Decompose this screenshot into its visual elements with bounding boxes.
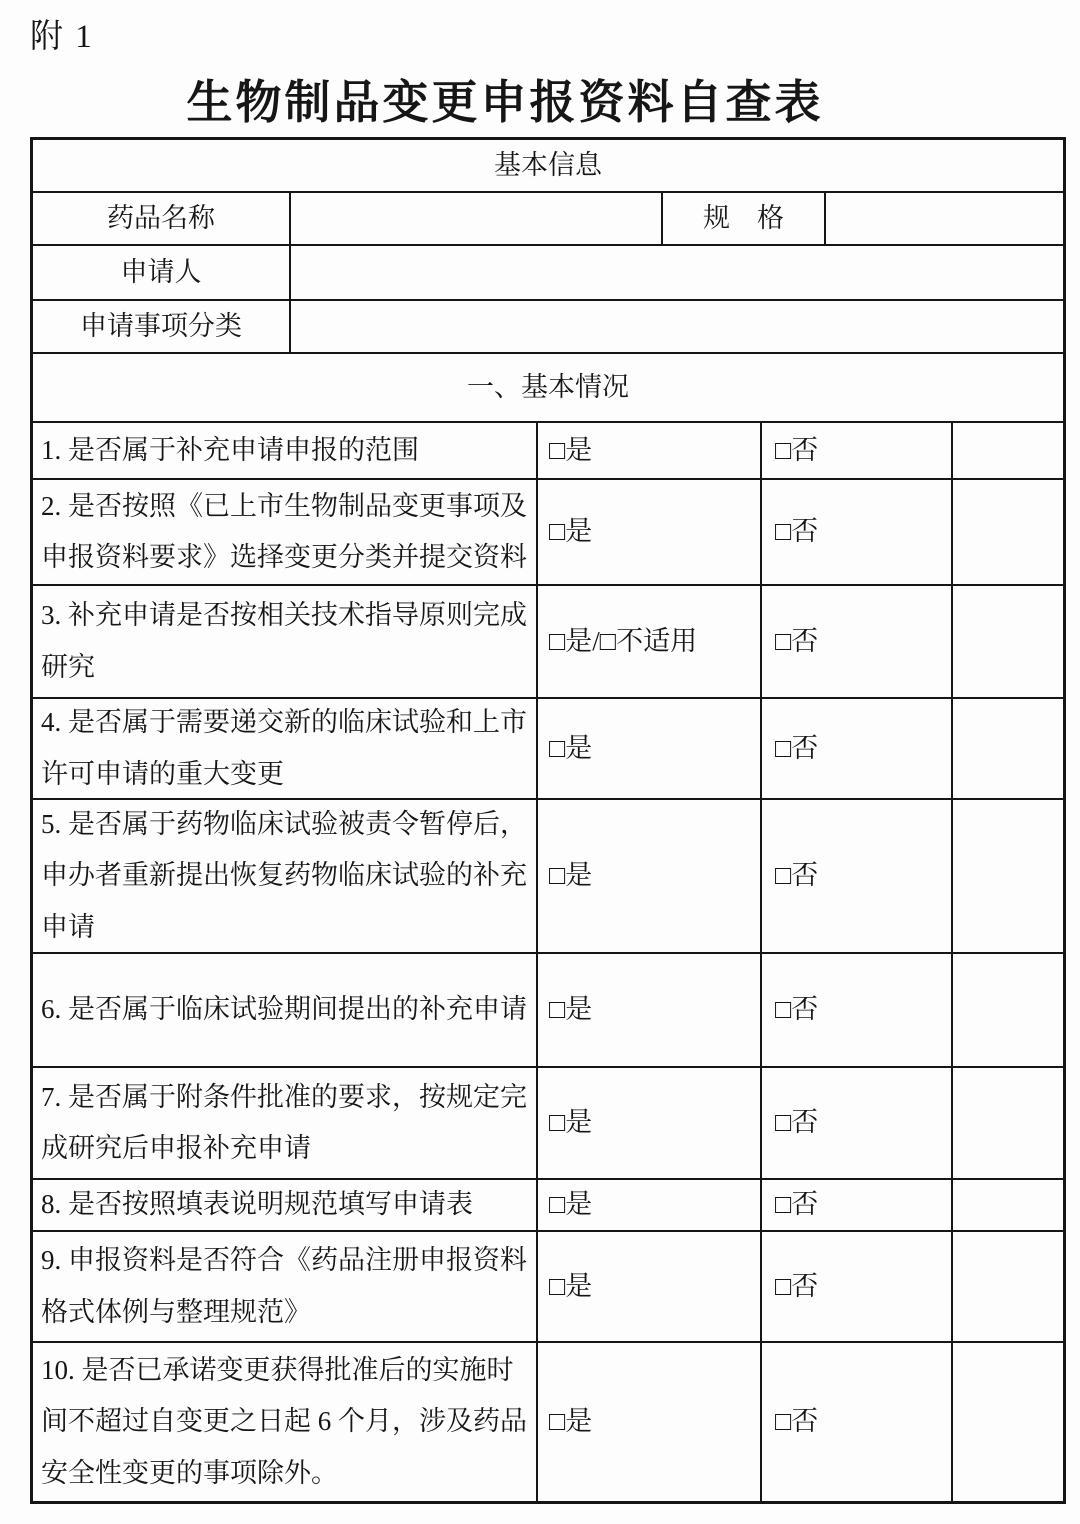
question-text: 5. 是否属于药物临床试验被责令暂停后，申办者重新提出恢复药物临床试验的补充申请 — [33, 800, 538, 952]
remark-cell[interactable] — [953, 1232, 1063, 1341]
basic-info-header-row — [33, 140, 1063, 193]
remark-cell[interactable] — [953, 586, 1063, 697]
remark-cell[interactable] — [953, 423, 1063, 478]
question-text: 7. 是否属于附条件批准的要求，按规定完成研究后申报补充申请 — [33, 1068, 538, 1178]
remark-cell[interactable] — [953, 480, 1063, 584]
no-option[interactable]: □否 — [762, 800, 953, 952]
question-row-1 — [33, 423, 1063, 480]
yes-option[interactable]: □是 — [538, 800, 762, 952]
spec-value[interactable] — [826, 193, 1063, 244]
question-text: 10. 是否已承诺变更获得批准后的实施时间不超过自变更之日起 6 个月，涉及药品安全性变更的事项除外。 — [33, 1343, 538, 1501]
question-row-4 — [33, 699, 1063, 800]
no-option[interactable]: □否 — [762, 423, 953, 478]
yes-option[interactable]: □是 — [538, 1068, 762, 1178]
question-text: 3. 补充申请是否按相关技术指导原则完成研究 — [33, 586, 538, 697]
remark-cell[interactable] — [953, 699, 1063, 798]
spec-label: 规 格 — [663, 193, 826, 244]
no-option[interactable]: □否 — [762, 1343, 953, 1501]
page-title: 生物制品变更申报资料自查表 — [186, 77, 824, 128]
yes-option[interactable]: □是 — [538, 1180, 762, 1230]
no-option[interactable]: □否 — [762, 480, 953, 584]
no-option[interactable]: □否 — [762, 954, 953, 1066]
no-option[interactable]: □否 — [762, 586, 953, 697]
remark-cell[interactable] — [953, 1068, 1063, 1178]
category-label: 申请事项分类 — [33, 301, 291, 352]
section-header-row — [33, 354, 1063, 423]
question-row-7 — [33, 1068, 1063, 1180]
yes-option[interactable]: □是 — [538, 1232, 762, 1341]
applicant-value[interactable] — [291, 246, 1063, 299]
remark-cell[interactable] — [953, 1180, 1063, 1230]
drug-spec-row — [33, 193, 1063, 246]
question-row-5 — [33, 800, 1063, 954]
remark-cell[interactable] — [953, 800, 1063, 952]
no-option[interactable]: □否 — [762, 699, 953, 798]
attachment-label: 附 1 — [30, 19, 94, 55]
question-text: 6. 是否属于临床试验期间提出的补充申请 — [33, 954, 538, 1066]
self-check-table — [30, 137, 1066, 1504]
yes-option[interactable]: □是 — [538, 1343, 762, 1501]
question-row-6 — [33, 954, 1063, 1068]
question-row-3 — [33, 586, 1063, 699]
no-option[interactable]: □否 — [762, 1068, 953, 1178]
question-text: 4. 是否属于需要递交新的临床试验和上市许可申请的重大变更 — [33, 699, 538, 798]
question-row-10 — [33, 1343, 1063, 1501]
question-text: 2. 是否按照《已上市生物制品变更事项及申报资料要求》选择变更分类并提交资料 — [33, 480, 538, 584]
question-text: 9. 申报资料是否符合《药品注册申报资料格式体例与整理规范》 — [33, 1232, 538, 1341]
drug-name-value[interactable] — [291, 193, 663, 244]
yes-option[interactable]: □是 — [538, 480, 762, 584]
category-value[interactable] — [291, 301, 1063, 352]
remark-cell[interactable] — [953, 954, 1063, 1066]
question-row-9 — [33, 1232, 1063, 1343]
no-option[interactable]: □否 — [762, 1180, 953, 1230]
question-text: 8. 是否按照填表说明规范填写申请表 — [33, 1180, 538, 1230]
applicant-label: 申请人 — [33, 246, 291, 299]
question-row-8 — [33, 1180, 1063, 1232]
basic-info-header: 基本信息 — [494, 149, 602, 180]
question-text: 1. 是否属于补充申请申报的范围 — [33, 423, 538, 478]
yes-option[interactable]: □是 — [538, 699, 762, 798]
category-row — [33, 301, 1063, 354]
yes-option[interactable]: □是 — [538, 954, 762, 1066]
section-header: 一、基本情况 — [467, 371, 629, 402]
drug-name-label: 药品名称 — [33, 193, 291, 244]
no-option[interactable]: □否 — [762, 1232, 953, 1341]
question-row-2 — [33, 480, 1063, 586]
yes-option[interactable]: □是 — [538, 423, 762, 478]
yes-option[interactable]: □是/□不适用 — [538, 586, 762, 697]
remark-cell[interactable] — [953, 1343, 1063, 1501]
applicant-row — [33, 246, 1063, 301]
